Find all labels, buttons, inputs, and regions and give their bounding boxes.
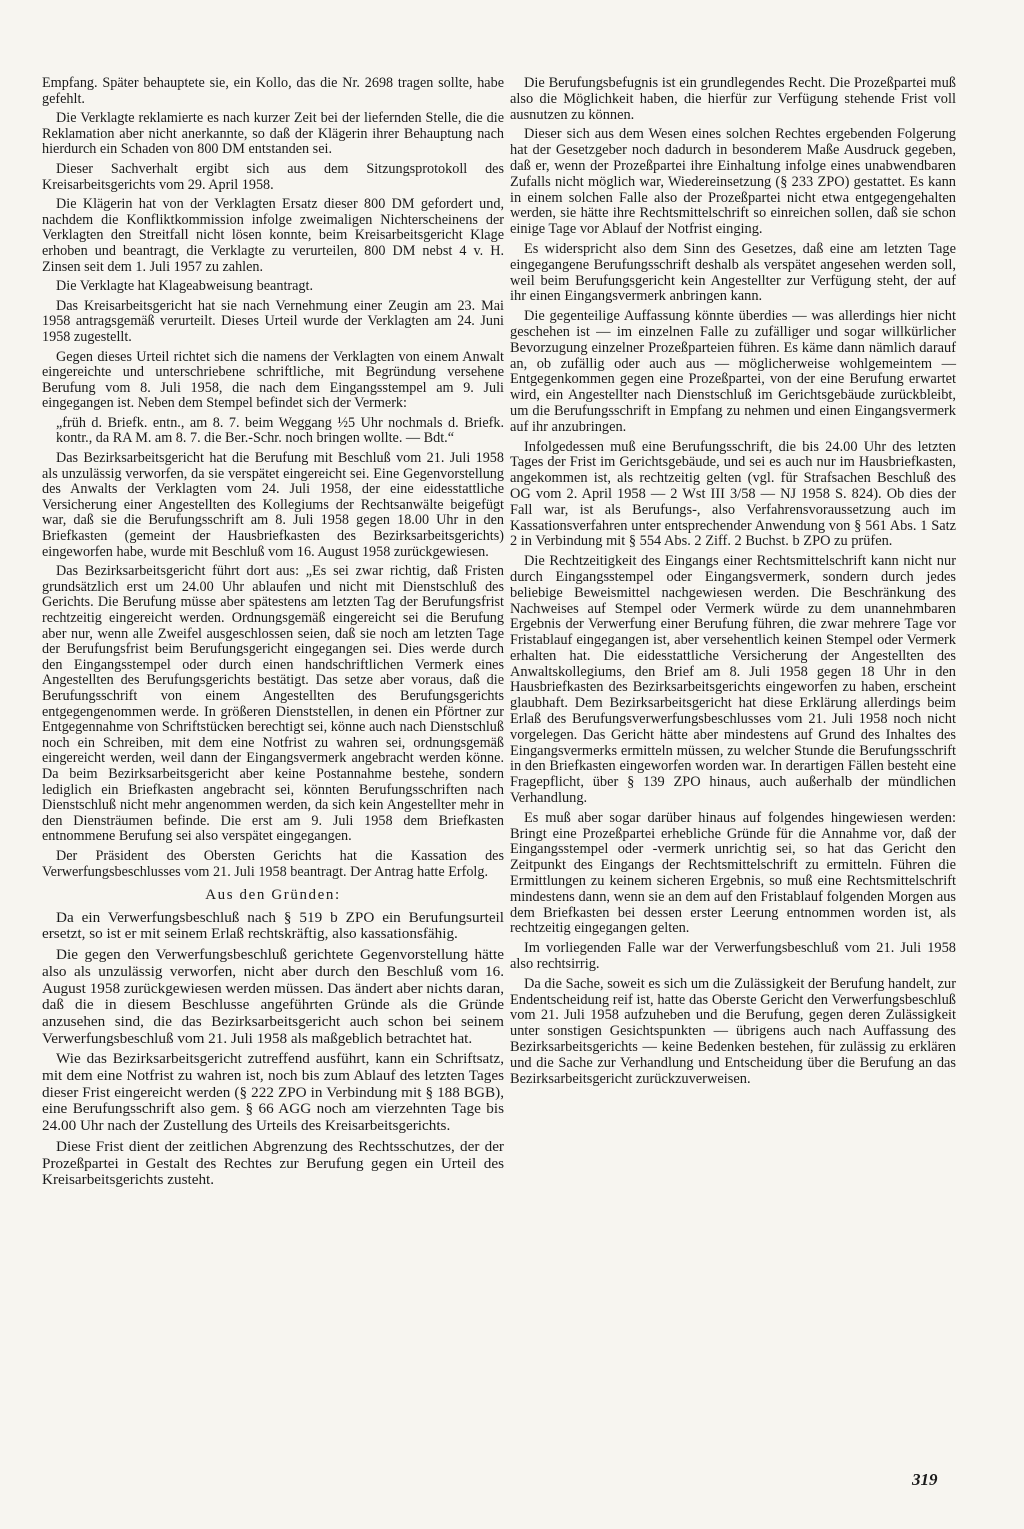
paragraph: Im vorliegenden Falle war der Verwerfungsbeschluß vom 21. Juli 1958 also rechtsirrig.	[510, 940, 956, 973]
paragraph: Die gegen den Verwerfungsbeschluß gerichtete Gegenvorstellung hätte also als unzulässig verworfen, nicht aber durch den Beschluß vom 16. August 1958 zurückgewiesen werden müssen. Das ändert aber nichts daran, daß die in diesem Beschlusse angeführten Gründe als die Gründe anzusehen sind, die das Bezirksarbeitsgericht auch schon bei seinem Verwerfungsbeschluß vom 21. Juli 1958 als maßgeblich betrachtet hat.	[42, 946, 504, 1047]
paragraph: Da ein Verwerfungsbeschluß nach § 519 b ZPO ein Berufungsurteil ersetzt, so ist er mit seinem Erlaß rechtskräftig, also kassationsfähig.	[42, 908, 504, 943]
paragraph: Es widerspricht also dem Sinn des Gesetzes, daß eine am letzten Tage eingegangene Berufungsschrift deshalb als verspätet angesehen werden soll, weil beim Berufungsgericht kein Angestellter zur Verfügung steht, der auf ihr einen Eingangsvermerk anbringen kann.	[510, 240, 956, 305]
paragraph: Dieser sich aus dem Wesen eines solchen Rechtes ergebenden Folgerung hat der Gesetzgeber noch dadurch in besonderem Maße Ausdruck gegeben, daß er, wenn der Prozeßpartei ihre Einhaltung infolge eines unabwendbaren Zufalls nicht möglich war, Wiedereinsetzung (§ 233 ZPO) gestattet. Es kann in einem solchen Falle also der Prozeßpartei nicht etwa entgegengehalten werden, sie hätte ihre Rechtsmittelschrift so einreichen sollen, daß sie schon einige Tage vor Ablauf der Notfrist einging.	[510, 126, 956, 238]
left-column	[42, 76, 504, 1193]
right-column	[510, 76, 956, 1091]
paragraph: Infolgedessen muß eine Berufungsschrift, die bis 24.00 Uhr des letzten Tages der Frist im Gerichtsgebäude, und sei es auch nur im Hausbriefkasten, angekommen ist, als rechtzeitig gelten (vgl. für Strafsachen Beschluß des OG vom 2. April 1958 — 2 Wst III 3/58 — NJ 1958 S. 824). Ob dies der Fall war, ist als Berufungs-, also Verfahrensvoraussetzung auch im Kassationsverfahren unter entsprechender Anwendung von § 561 Abs. 1 Satz 2 in Verbindung mit § 554 Abs. 2 Ziff. 2 Buchst. b ZPO zu prüfen.	[510, 438, 956, 550]
page-number: 319	[912, 1470, 938, 1489]
paragraph: Es muß aber sogar darüber hinaus auf folgendes hingewiesen werden: Bringt eine Prozeßpartei erhebliche Gründe für die Annahme vor, daß der Eingangsstempel oder -vermerk unrichtig sei, so hat das Gericht den Zeitpunkt des Eingangs der Rechtsmittelschrift zu ermitteln. Führen die Ermittlungen zu keinem sicheren Ergebnis, so muß eine Rechtsmittelschrift mindestens dann, wenn sie an dem auf den Fristablauf folgenden Morgen aus dem Briefkasten bei dessen erster Leerung entnommen worden ist, als rechtzeitig eingegangen gelten.	[510, 809, 956, 937]
paragraph: Die Verklagte reklamierte es nach kurzer Zeit bei der liefernden Stelle, die die Reklamation aber nicht anerkannte, so daß der Klägerin ihrer Behauptung nach hierdurch ein Schaden von 800 DM entstanden sei.	[42, 110, 504, 158]
paragraph: Empfang. Später behauptete sie, ein Kollo, das die Nr. 2698 tragen sollte, habe gefehlt.	[42, 75, 504, 107]
paragraph: Die Klägerin hat von der Verklagten Ersatz dieser 800 DM gefordert und, nachdem die Konfliktkommission infolge zweimaligen Nichterscheinens der Verklagten den Streitfall nicht lösen konnte, beim Kreisarbeitsgericht Klage erhoben und beantragt, die Verklagte zu verurteilen, 800 DM nebst 4 v. H. Zinsen seit dem 1. Juli 1957 zu zahlen.	[42, 196, 504, 275]
paragraph: Das Bezirksarbeitsgericht führt dort aus: „Es sei zwar richtig, daß Fristen grundsätzlich erst um 24.00 Uhr ablaufen und nicht mit Dienstschluß des Gerichts. Die Berufung müsse aber spätestens am letzten Tag der Berufungsfrist rechtzeitig eingereicht werden. Ordnungsgemäß eingereicht sei die Berufung aber nur, wenn alle Zweifel ausgeschlossen seien, daß sie noch am letzten Tage der Berufungsfrist beim Berufungsgericht eingegangen sei. Dies werde durch den Eingangsstempel oder durch einen handschriftlichen Vermerk eines Angestellten des Berufungsgerichts bestätigt. Das setze aber voraus, daß die Berufungsschrift von einem Angestellten des Berufungsgerichts entgegengenommen werde. In größeren Dienststellen, in denen ein Pförtner zur Entgegennahme von Schriftstücken berechtigt sei, könne auch nach Dienstschluß noch ein Schreiben, mit dem eine Notfrist zu wahren sei, ordnungsgemäß eingereicht werden, weil dann der Eingangsvermerk angebracht werden könne. Da beim Bezirksarbeitsgericht aber keine Postannahme bestehe, sondern lediglich ein Briefkasten angebracht sei, könnten Berufungsschriften nach Dienstschluß nicht mehr angenommen werden, da sich kein Angestellter mehr in den Diensträumen befinde. Die erst am 9. Juli 1958 dem Briefkasten entnommene Berufung sei also verspätet eingegangen.	[42, 563, 504, 845]
paragraph: Das Kreisarbeitsgericht hat sie nach Vernehmung einer Zeugin am 23. Mai 1958 antragsgemäß verurteilt. Dieses Urteil wurde der Verklagten am 24. Juni 1958 zugestellt.	[42, 297, 504, 345]
paragraph: Die gegenteilige Auffassung könnte überdies — was allerdings hier nicht geschehen ist — im einzelnen Falle zu zufälliger und sogar willkürlicher Bevorzugung einzelner Prozeßparteien führen. Es käme dann nämlich darauf an, ob zufällig oder auch aus — möglicherweise wohlgemeintem — Entgegenkommen gegen eine Prozeßpartei, von der eine Berufung erwartet wird, ein Angestellter nach Dienstschluß im Gerichtsgebäude zurückbleibt, um die Berufungsschrift in Empfang zu nehmen und einen Eingangsvermerk auf ihr anzubringen.	[510, 308, 956, 435]
paragraph: Diese Frist dient der zeitlichen Abgrenzung des Rechtsschutzes, der der Prozeßpartei in Gestalt des Rechtes zur Berufung gegen ein Urteil des Kreisarbeitsgerichts zusteht.	[42, 1137, 504, 1189]
paragraph: Die Berufungsbefugnis ist ein grundlegendes Recht. Die Prozeßpartei muß also die Möglichkeit haben, die hierfür zur Verfügung stehende Frist voll ausnutzen zu können.	[510, 75, 956, 123]
paragraph: Die Verklagte hat Klageabweisung beantragt.	[56, 278, 313, 295]
paragraph: Das Bezirksarbeitsgericht hat die Berufung mit Beschluß vom 21. Juli 1958 als unzulässig verworfen, da sie verspätet eingereicht sei. Eine Gegenvorstellung des Anwalts der Verklagten vom 24. Juli 1958, der eine eidesstattliche Versicherung einer Angestellten des Kollegiums der Rechtsanwälte beigefügt war, daß sie die Berufungsschrift am 8. Juli 1958 gegen 18.00 Uhr in den Briefkasten (gemeint der Hausbriefkasten des Bezirksarbeitsgerichts) eingeworfen habe, wurde mit Beschluß vom 16. August 1958 zurückgewiesen.	[42, 450, 504, 560]
section-heading: Aus den Gründen:	[205, 887, 341, 904]
paragraph: Der Präsident des Obersten Gerichts hat die Kassation des Verwerfungsbeschlusses vom 21. Juli 1958 beantragt. Der Antrag hatte Erfolg.	[42, 847, 504, 880]
paragraph: Gegen dieses Urteil richtet sich die namens der Verklagten von einem Anwalt eingereichte und unterschriebene schriftliche, mit Begründung versehene Berufung vom 8. Juli 1958, die nach dem Eingangsstempel am 9. Juli eingegangen ist. Neben dem Stempel befindet sich der Vermerk:	[42, 348, 504, 412]
paragraph: Die Rechtzeitigkeit des Eingangs einer Rechtsmittelschrift kann nicht nur durch Eingangsstempel oder Eingangsvermerk, sondern durch jedes beliebige Beweismittel nachgewiesen werden. Die Beschränkung des Nachweises auf Stempel oder Vermerk würde zu dem unannehmbaren Ergebnis der Verwerfung einer Berufung führen, die zwar mehrere Tage vor Fristablauf eingegangen ist, aber versehentlich keinen Stempel oder Vermerk erhalten hat. Die eidesstattliche Versicherung der Angestellten des Anwaltskollegiums, den Brief am 8. Juli 1958 gegen 18 Uhr in den Hausbriefkasten des Bezirksarbeitsgerichts eingeworfen zu haben, erscheint glaubhaft. Dem Bezirksarbeitsgericht hat diese Erklärung allerdings beim Erlaß des Berufungsverwerfungsbeschlusses vom 21. Juli 1958 noch nicht vorgelegen. Das Gericht hätte aber mindestens auf Grund des Inhaltes des Eingangsvermerks ermitteln müssen, zu welcher Stunde die Berufungsschrift in den Briefkasten eingeworfen worden war. In derartigen Fällen besteht eine Fragepflicht, über § 139 ZPO hinaus, auch außerhalb der mündlichen Verhandlung.	[510, 553, 956, 807]
quoted-note: „früh d. Briefk. entn., am 8. 7. beim Weggang ½5 Uhr nochmals d. Briefk. kontr., da RA M. am 8. 7. die Ber.-Schr. noch bringen wollte. — Bdt.“	[56, 414, 504, 447]
paragraph: Wie das Bezirksarbeitsgericht zutreffend ausführt, kann ein Schriftsatz, mit dem eine Notfrist zu wahren ist, noch bis zum Ablauf des letzten Tages dieser Frist eingereicht werden (§ 222 ZPO in Verbindung mit § 188 BGB), eine Berufungsschrift also gem. § 66 AGG noch am vierzehnten Tage bis 24.00 Uhr nach der Zustellung des Urteils des Kreisarbeitsgerichts.	[42, 1050, 504, 1135]
paragraph: Dieser Sachverhalt ergibt sich aus dem Sitzungsprotokoll des Kreisarbeitsgerichts vom 29. April 1958.	[42, 160, 504, 193]
paragraph: Da die Sache, soweit es sich um die Zulässigkeit der Berufung handelt, zur Endentscheidung reif ist, hatte das Oberste Gericht den Verwerfungsbeschluß vom 21. Juli 1958 aufzuheben und die Berufung, gegen deren Zulässigkeit unter sonstigen Gesichtspunkten — übrigens auch nach Auffassung des Bezirksarbeitsgerichts — keine Bedenken bestehen, für zulässig zu erklären und die Sache zur Verhandlung und Entscheidung über die Berufung an das Bezirksarbeitsgericht zurückzuverweisen.	[510, 975, 956, 1087]
